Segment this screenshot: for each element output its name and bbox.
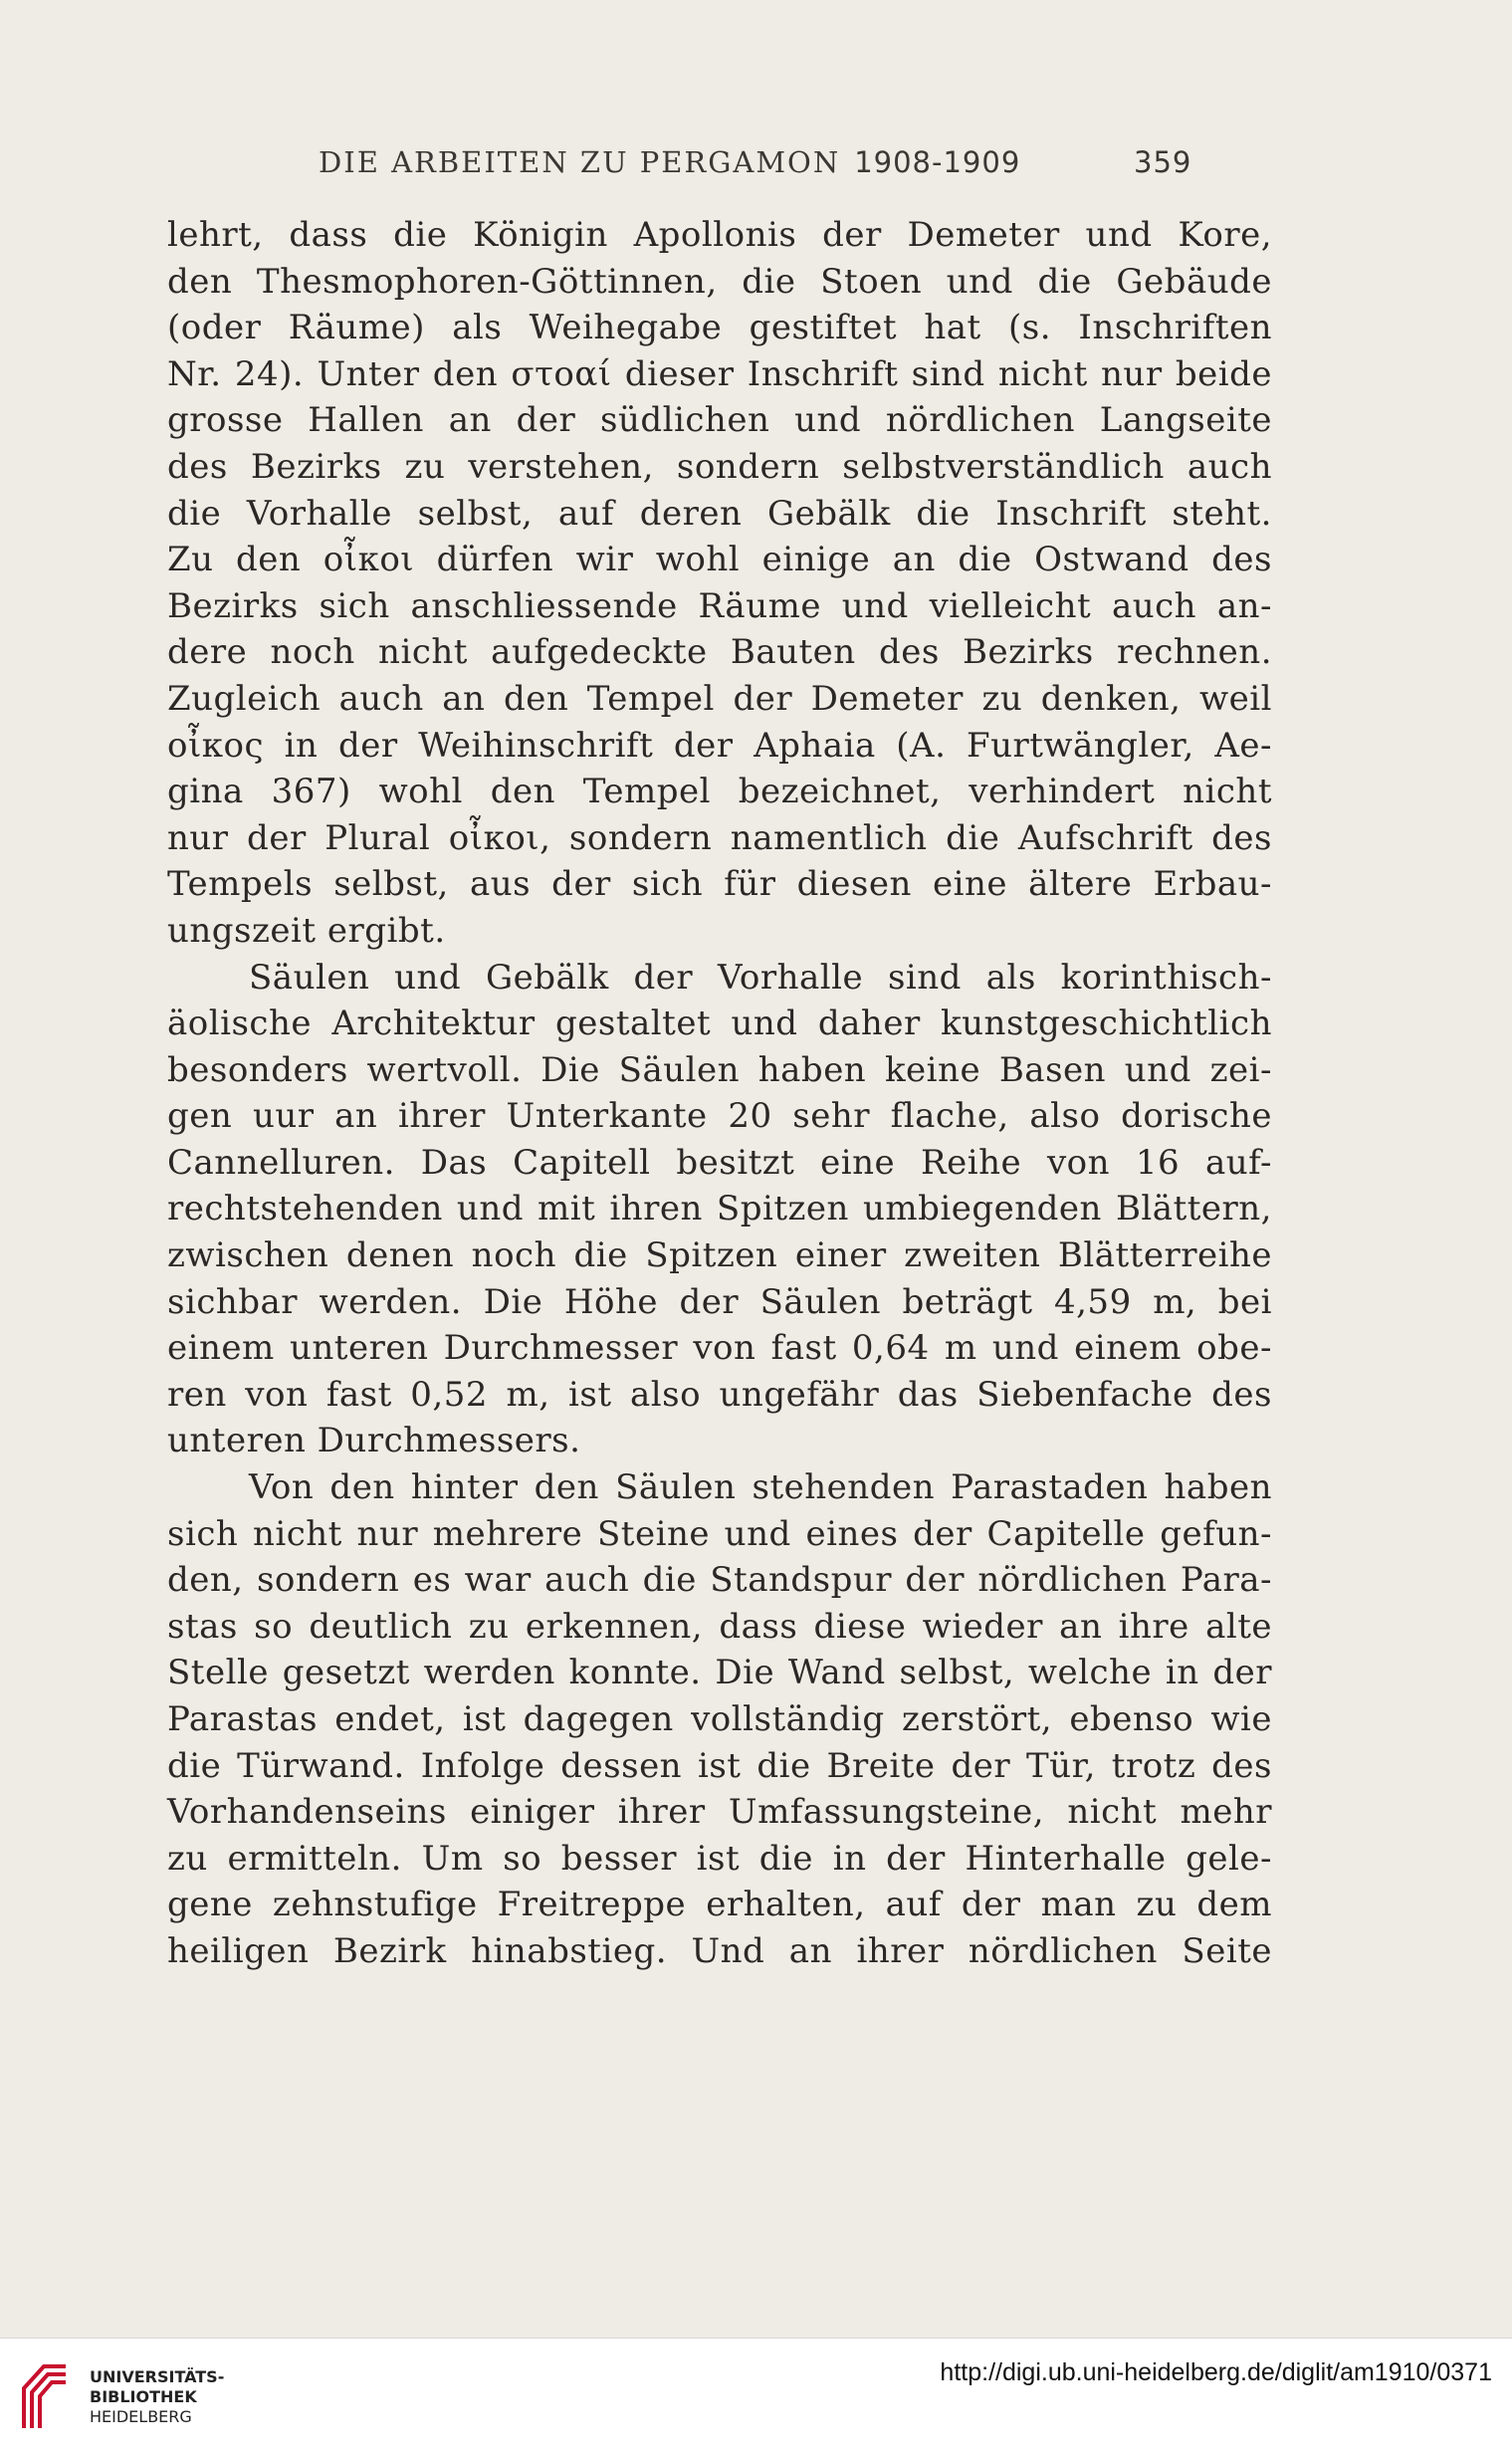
text-line: ren von fast 0,52 m, ist also ungefähr das Siebenfache des [167, 1374, 1272, 1415]
body-text [167, 212, 1272, 1975]
text-line: die Türwand. Infolge dessen ist die Breite der Tür, trotz des [167, 1745, 1272, 1786]
library-line-1: UNIVERSITÄTS- [90, 2367, 225, 2386]
text-line: heiligen Bezirk hinabstieg. Und an ihrer nördlichen Seite [167, 1930, 1272, 1971]
text-line: zwischen denen noch die Spitzen einer zweiten Blätterreihe [167, 1235, 1272, 1276]
text-line: besonders wertvoll. Die Säulen haben keine Basen und zei- [167, 1049, 1272, 1090]
running-title: DIE ARBEITEN ZU PERGAMON [319, 145, 841, 179]
text-line: dere noch nicht aufgedeckte Bauten des Bezirks rechnen. [167, 632, 1272, 673]
page-number: 359 [1134, 145, 1192, 179]
text-line: gina 367) wohl den Tempel bezeichnet, verhindert nicht [167, 772, 1272, 812]
text-line: ungszeit ergibt. [167, 910, 446, 951]
text-line: nur der Plural οἶκοι, sondern namentlich die Aufschrift des [167, 817, 1272, 858]
text-line: Vorhandenseins einiger ihrer Umfassungsteine, nicht mehr [167, 1792, 1272, 1833]
text-line: Zu den οἶκοι dürfen wir wohl einige an die Ostwand des [167, 540, 1272, 580]
text-line: zu ermitteln. Um so besser ist die in der Hinterhalle gele- [167, 1838, 1272, 1879]
text-line: stas so deutlich zu erkennen, dass diese wieder an ihre alte [167, 1606, 1272, 1647]
text-line: lehrt, dass die Königin Apollonis der Demeter und Kore, [167, 215, 1272, 255]
text-line: οἶκος in der Weihinschrift der Aphaia (A. Furtwängler, Ae- [167, 725, 1272, 766]
text-line: Tempels selbst, aus der sich für diesen eine ältere Erbau- [167, 864, 1272, 905]
text-line: den Thesmophoren-Göttinnen, die Stoen und die Gebäude [167, 261, 1272, 302]
text-line: Stelle gesetzt werden konnte. Die Wand selbst, welche in der [167, 1653, 1272, 1693]
text-line: den, sondern es war auch die Standspur der nördlichen Para- [167, 1560, 1272, 1601]
text-line: des Bezirks zu verstehen, sondern selbstverständlich auch [167, 446, 1272, 487]
text-line: gen uur an ihrer Unterkante 20 sehr flache, also dorische [167, 1096, 1272, 1137]
running-years: 1908-1909 [854, 145, 1021, 179]
library-line-3: HEIDELBERG [90, 2407, 192, 2426]
text-line: äolische Architektur gestaltet und daher kunstgeschichtlich [167, 1004, 1272, 1044]
library-name[interactable] [90, 2367, 224, 2427]
text-line: einem unteren Durchmesser von fast 0,64 m und einem obe- [167, 1328, 1272, 1369]
text-line: grosse Hallen an der südlichen und nördlichen Langseite [167, 400, 1272, 441]
text-line: Parastas endet, ist dagegen vollständig zerstört, ebenso wie [167, 1699, 1272, 1739]
text-line: die Vorhalle selbst, auf deren Gebälk die Inschrift steht. [167, 493, 1272, 534]
digitization-footer [0, 2338, 1512, 2455]
library-logo-icon[interactable] [14, 2358, 76, 2436]
text-line: gene zehnstufige Freitreppe erhalten, auf der man zu dem [167, 1885, 1272, 1925]
running-head [319, 145, 1020, 179]
text-line: unteren Durchmessers. [167, 1421, 581, 1461]
text-line: Säulen und Gebälk der Vorhalle sind als korinthisch- [249, 957, 1272, 998]
text-line: Zugleich auch an den Tempel der Demeter zu denken, weil [167, 678, 1272, 719]
text-line: Bezirks sich anschliessende Räume und vielleicht auch an- [167, 585, 1272, 626]
text-line: Nr. 24). Unter den στοαί dieser Inschrift sind nicht nur beide [167, 353, 1272, 394]
text-line: Cannelluren. Das Capitell besitzt eine Reihe von 16 auf- [167, 1142, 1272, 1183]
library-line-2: BIBLIOTHEK [90, 2387, 197, 2406]
source-url-link[interactable]: http://digi.ub.uni-heidelberg.de/diglit/am1910/0371 [940, 2358, 1492, 2386]
text-line: sich nicht nur mehrere Steine und eines der Capitelle gefun- [167, 1513, 1272, 1554]
text-line: sichbar werden. Die Höhe der Säulen beträgt 4,59 m, bei [167, 1281, 1272, 1322]
text-line: Von den hinter den Säulen stehenden Parastaden haben [249, 1467, 1272, 1508]
text-line: (oder Räume) als Weihegabe gestiftet hat (s. Inschriften [167, 308, 1272, 348]
text-line: rechtstehenden und mit ihren Spitzen umbiegenden Blättern, [167, 1189, 1272, 1229]
